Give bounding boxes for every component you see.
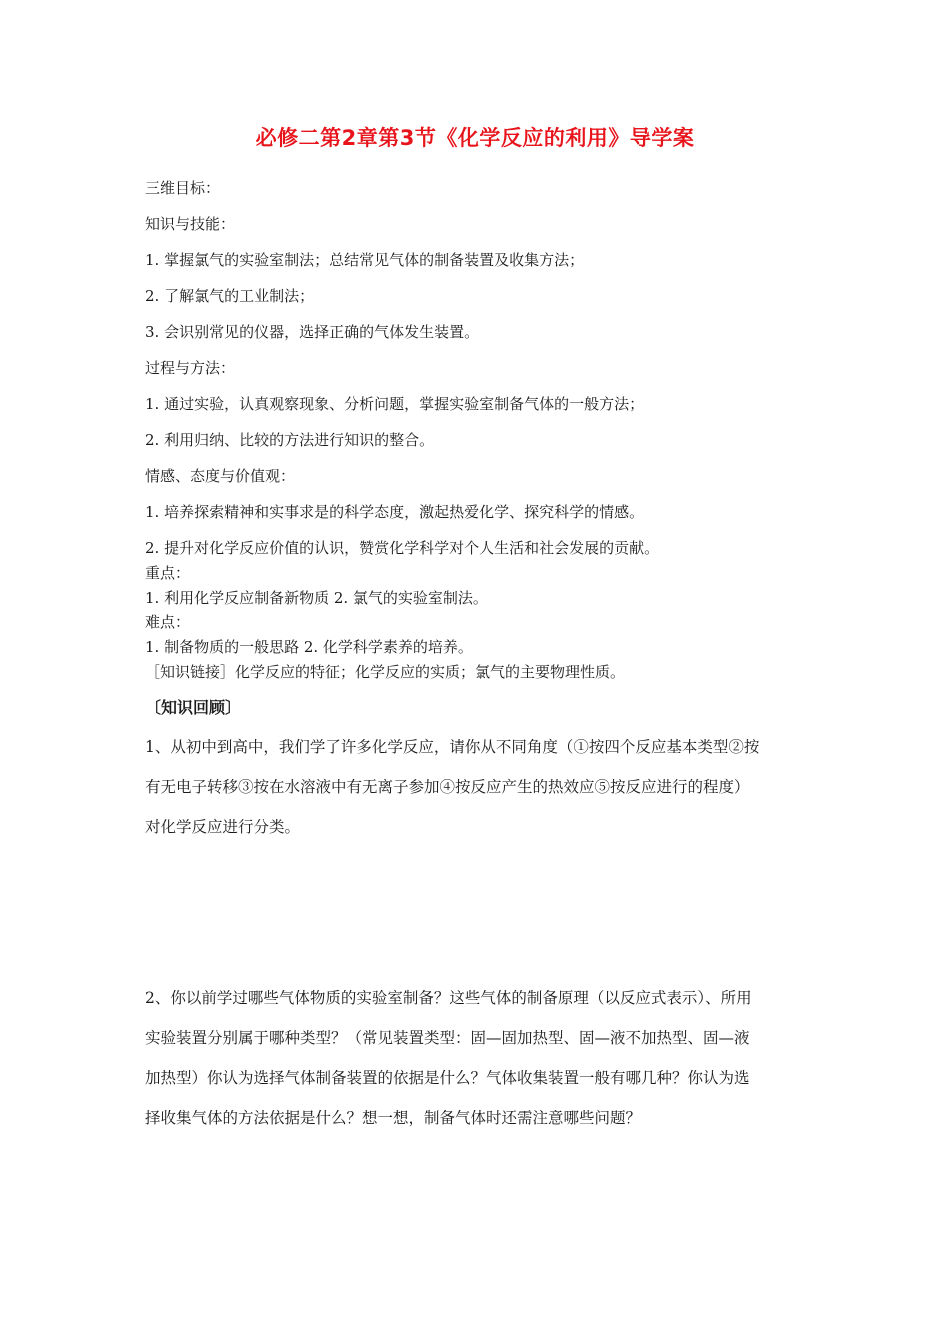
document-title: 必修二第2章第3节《化学反应的利用》导学案 <box>255 126 695 150</box>
process-method-heading: 过程与方法： <box>145 359 236 377</box>
knowledge-item: 1. 掌握氯气的实验室制法；总结常见气体的制备装置及收集方法； <box>145 251 585 269</box>
emotion-item: 1. 培养探索精神和实事求是的科学态度，激起热爱化学、探究科学的情感。 <box>145 503 645 521</box>
emotion-heading: 情感、态度与价值观： <box>145 467 296 485</box>
key-points-text: 1. 利用化学反应制备新物质 2. 氯气的实验室制法。 <box>145 589 488 607</box>
review-q2-line: 择收集气体的方法依据是什么？想一想，制备气体时还需注意哪些问题？ <box>145 1109 642 1127</box>
review-q1-line: 1、从初中到高中，我们学了许多化学反应，请你从不同角度（①按四个反应基本类型②按 <box>145 738 760 756</box>
knowledge-item: 3. 会识别常见的仪器，选择正确的气体发生装置。 <box>145 323 480 341</box>
review-q2-line: 实验装置分别属于哪种类型？（常见装置类型：固—固加热型、固—液不加热型、固—液 <box>145 1029 750 1047</box>
process-item: 1. 通过实验，认真观察现象、分析问题，掌握实验室制备气体的一般方法； <box>145 395 645 413</box>
review-q2-line: 2、你以前学过哪些气体物质的实验室制备？这些气体的制备原理（以反应式表示）、所用 <box>145 989 752 1007</box>
difficult-points-text: 1. 制备物质的一般思路 2. 化学科学素养的培养。 <box>145 638 473 656</box>
review-q1-line: 有无电子转移③按在水溶液中有无离子参加④按反应产生的热效应⑤按反应进行的程度） <box>145 778 750 796</box>
objectives-heading: 三维目标： <box>145 179 221 197</box>
process-item: 2. 利用归纳、比较的方法进行知识的整合。 <box>145 431 435 449</box>
knowledge-item: 2. 了解氯气的工业制法； <box>145 287 315 305</box>
knowledge-link: ［知识链接］化学反应的特征；化学反应的实质；氯气的主要物理性质。 <box>145 663 626 681</box>
review-q2-line: 加热型）你认为选择气体制备装置的依据是什么？气体收集装置一般有哪几种？你认为选 <box>145 1069 750 1087</box>
review-heading: 〔知识回顾〕 <box>145 698 242 717</box>
difficult-points-heading: 难点： <box>145 613 191 631</box>
review-q1-line: 对化学反应进行分类。 <box>145 818 301 836</box>
key-points-heading: 重点： <box>145 564 191 582</box>
knowledge-skills-heading: 知识与技能： <box>145 215 236 233</box>
emotion-item: 2. 提升对化学反应价值的认识，赞赏化学科学对个人生活和社会发展的贡献。 <box>145 539 660 557</box>
